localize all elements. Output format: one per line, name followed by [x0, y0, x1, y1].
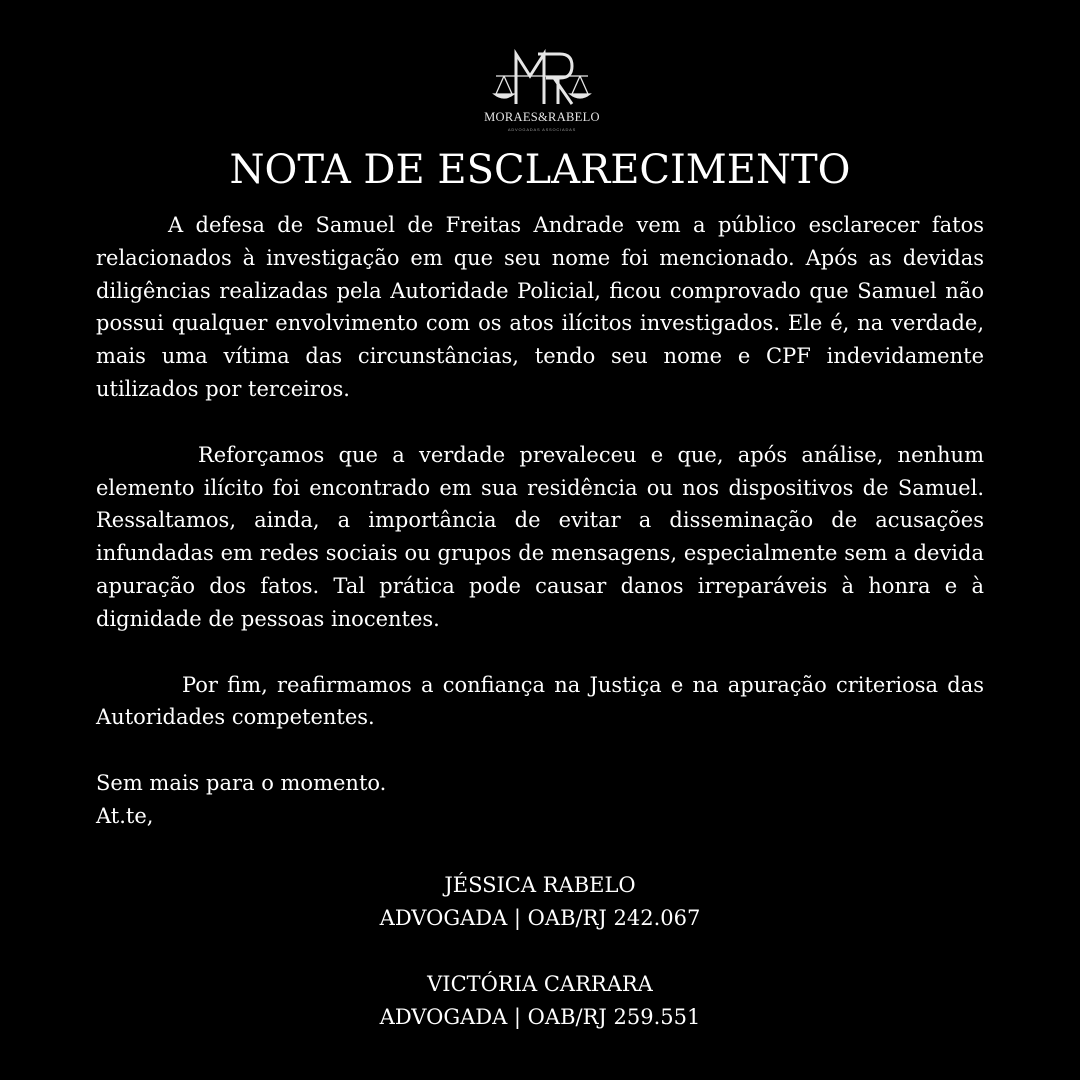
firm-name: MORAES&RABELO: [484, 110, 600, 124]
signature-block: [0, 869, 1080, 1034]
paragraph-3: Por fim, reafirmamos a confiança na Justiça e na apuração criteriosa das Autoridades competentes.: [96, 672, 984, 730]
signature-role: ADVOGADA | OAB/RJ 259.551: [379, 1005, 701, 1029]
mr-monogram-scales-icon: [480, 48, 604, 110]
closing-line: Sem mais para o momento.: [96, 771, 387, 796]
signature-name: VICTÓRIA CARRARA: [427, 972, 653, 996]
paragraph-1: A defesa de Samuel de Freitas Andrade vem a público esclarecer fatos relacionados à investigação em que seu nome foi mencionado. Após as devidas diligências realizadas pela Autoridade Policial, ficou comprovado que Samuel não possui qualquer envolvimento com os atos ilícitos investigados. Ele é, na verdade, mais uma vítima das circunstâncias, tendo seu nome e CPF indevidamente utilizados por terceiros.: [96, 213, 984, 401]
signature-2: [0, 968, 1080, 1034]
paragraph-2: Reforçamos que a verdade prevaleceu e que, após análise, nenhum elemento ilícito foi encontrado em sua residência ou nos dispositivos de Samuel. Ressaltamos, ainda, a importância de evitar a disseminação de acusações infundadas em redes sociais ou grupos de mensagens, especialmente sem a devida apuração dos fatos. Tal prática pode causar danos irreparáveis à honra e à dignidade de pessoas inocentes.: [96, 442, 984, 631]
signature-1: [0, 869, 1080, 935]
signature-name: JÉSSICA RABELO: [444, 873, 636, 897]
page-title: NOTA DE ESCLARECIMENTO: [229, 147, 851, 193]
signature-role: ADVOGADA | OAB/RJ 242.067: [379, 906, 701, 930]
regards-line: At.te,: [96, 803, 154, 828]
statement-body: [96, 209, 984, 833]
firm-subtitle: ADVOGADAS ASSOCIADAS: [507, 127, 577, 132]
firm-logo: [480, 48, 604, 134]
